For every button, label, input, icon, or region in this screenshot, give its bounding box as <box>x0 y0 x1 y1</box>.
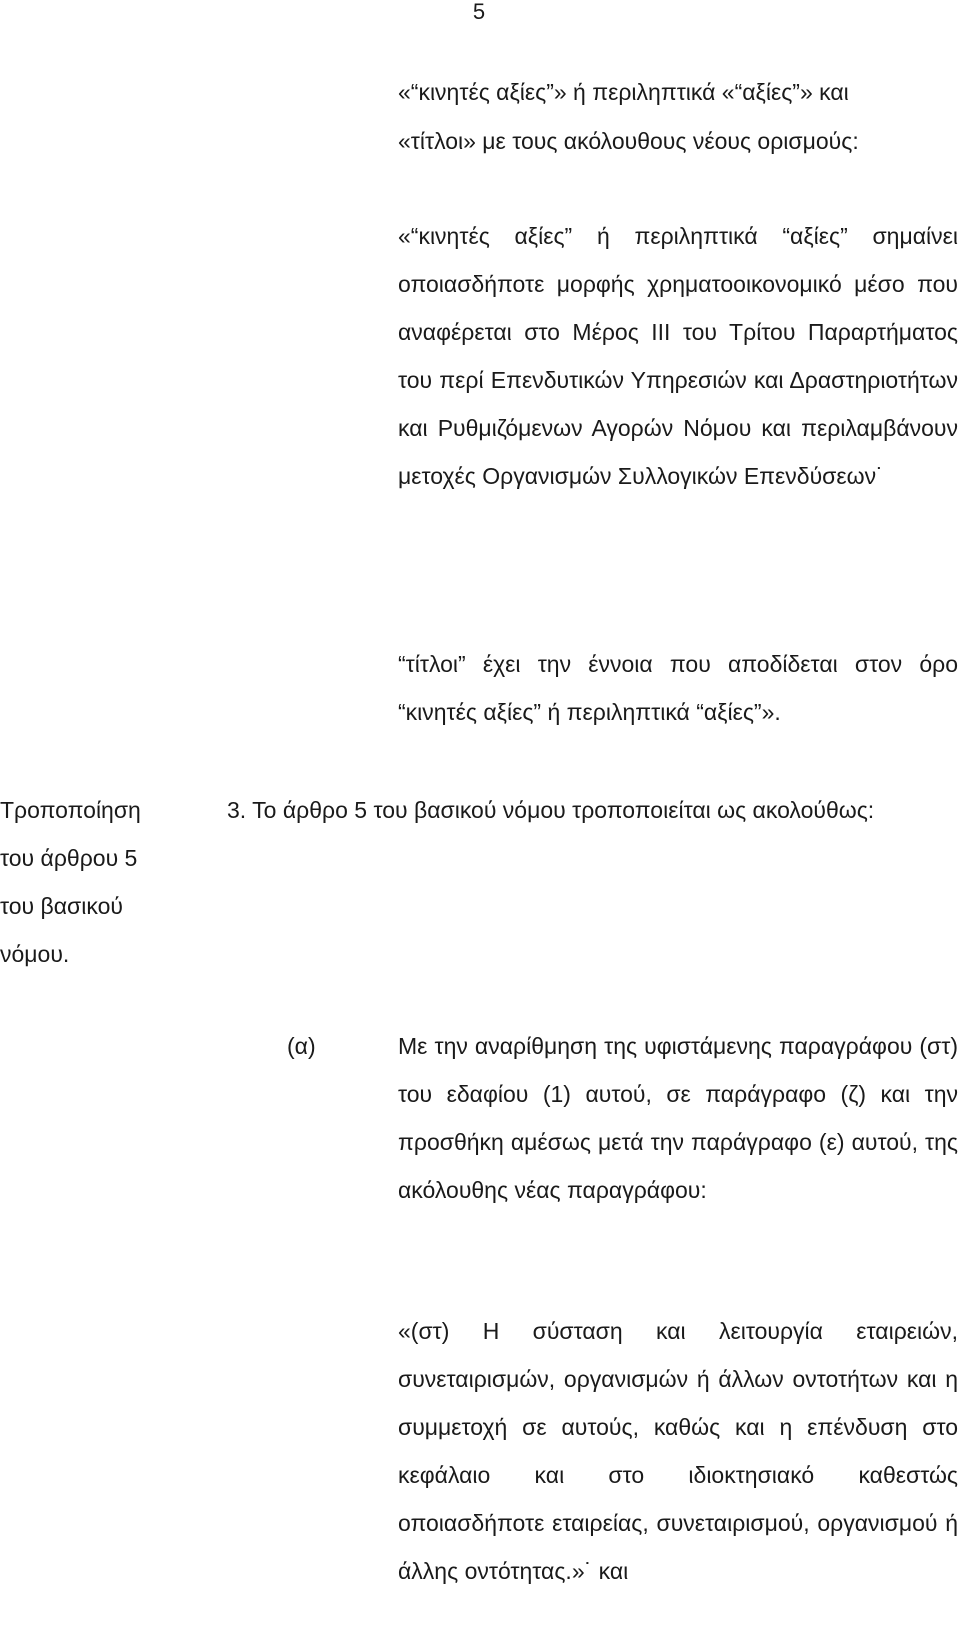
margin-note-line-4: νόμου. <box>0 941 70 967</box>
definitions-lead <box>398 68 958 166</box>
page-number: 5 <box>472 0 486 24</box>
new-subparagraph-st: «(στ) Η σύσταση και λειτουργία εταιρειών, συνεταιρισμών, οργανισμών ή άλλων οντοτήτων και η συμμετοχή σε αυτούς, καθώς και η επένδυση στο κεφάλαιο και στο ιδιοκτησιακό καθεστώς οποιασδήποτε εταιρείας, συνεταιρισμού, οργανισμού ή άλλης οντότητας.»˙ και <box>398 1318 958 1584</box>
definition-movable-values: «“κινητές αξίες” ή περιληπτικά “αξίες” σημαίνει οποιασδήποτε μορφής χρηματοοικονομικό μέσο που αναφέρεται στο Μέρος ΙΙΙ του Τρίτου Παραρτήματος του περί Επενδυτικών Υπηρεσιών και Δραστηριοτήτων και Ρυθμιζόμενων Αγορών Νόμου και περιλαμβάνουν μετοχές Οργανισμών Συλλογικών Επενδύσεων˙ <box>398 223 958 489</box>
margin-note-line-1: Τροποποίηση <box>0 797 141 823</box>
margin-note-line-3: του βασικού <box>0 893 123 919</box>
definitions-lead-line-1: «“κινητές αξίες”» ή περιληπτικά «“αξίες”» και <box>398 79 849 105</box>
section-3-text: 3. Το άρθρο 5 του βασικού νόμου τροποποιείται ως ακολούθως: <box>227 797 875 823</box>
definition-titles: “τίτλοι” έχει την έννοια που αποδίδεται στον όρο “κινητές αξίες” ή περιληπτικά “αξίες”». <box>398 651 958 725</box>
definitions-lead-line-2: «τίτλοι» με τους ακόλουθους νέους ορισμούς: <box>398 128 859 154</box>
margin-note <box>0 786 180 978</box>
paragraph-a-text: Με την αναρίθμηση της υφιστάμενης παραγράφου (στ) του εδαφίου (1) αυτού, σε παράγραφο (ζ) και την προσθήκη αμέσως μετά την παράγραφο (ε) αυτού, της ακόλουθης νέας παραγράφου: <box>398 1033 958 1203</box>
paragraph-a-label: (α) <box>287 1033 316 1059</box>
margin-note-line-2: του άρθρου 5 <box>0 845 138 871</box>
